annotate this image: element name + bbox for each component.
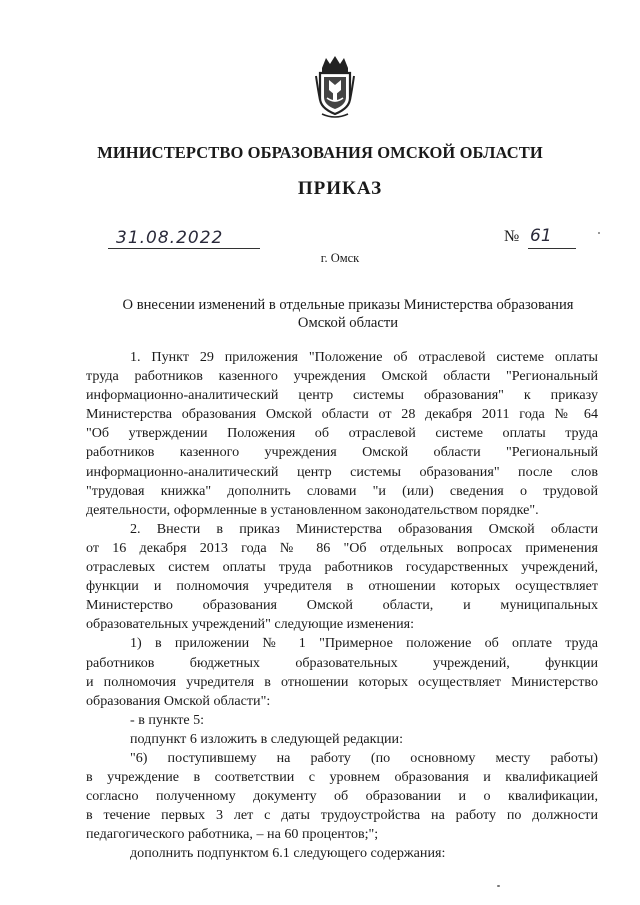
subject-title	[96, 296, 600, 332]
body-line: Министерство образования Омской области, и муниципальных	[86, 597, 598, 614]
coat-of-arms-icon	[314, 54, 356, 120]
number-sign: №	[504, 228, 520, 245]
document-type: ПРИКАЗ	[297, 178, 383, 199]
body-line: функции и полномочия учредителя в отношении которых осуществляет	[86, 578, 598, 595]
body-line: согласно полученному документу об образовании и о квалификации,	[86, 788, 598, 805]
body-line: "Об утверждении Положения об отраслевой системе оплаты труда	[86, 425, 598, 442]
body-line: педагогического работника, – на 60 процентов;";	[86, 826, 379, 843]
number-value: 61	[530, 226, 552, 246]
body-line: образования Омской области":	[86, 692, 271, 709]
body-line: "6) поступившему на работу (по основному месту работы)	[130, 749, 598, 766]
date-value: 31.08.2022	[116, 228, 224, 248]
body-line: работников бюджетных образовательных учреждений, функции	[86, 654, 598, 671]
document-body	[86, 348, 598, 864]
body-line: и полномочия учредителя в отношении которых осуществляет Министерство	[86, 673, 598, 690]
date-field	[108, 226, 260, 249]
body-line: труда работников казенного учреждения Омской области "Региональный	[86, 368, 598, 385]
scan-speck	[497, 885, 500, 887]
body-line: 1. Пункт 29 приложения "Положение об отраслевой системе оплаты	[130, 349, 598, 365]
subject-line: Омской области	[297, 315, 399, 331]
body-line: образовательных учреждений" следующие изменения:	[86, 616, 415, 633]
body-line: работников казенного учреждения Омской области "Региональный	[86, 444, 598, 461]
city: г. Омск	[320, 251, 360, 265]
body-line: от 16 декабря 2013 года № 86 "Об отдельных вопросах применения	[86, 539, 598, 556]
body-line: дополнить подпунктом 6.1 следующего содержания:	[130, 845, 446, 862]
subject-line: О внесении изменений в отдельные приказы Министерства образования	[122, 297, 574, 313]
body-line: Министерства образования Омской области от 28 декабря 2011 года № 64	[86, 406, 598, 423]
body-line: "трудовая книжка" дополнить словами "и (или) сведения о трудовой	[86, 482, 598, 499]
body-line: - в пункте 5:	[130, 711, 205, 728]
body-line: 1) в приложении № 1 "Примерное положение об оплате труда	[130, 635, 598, 652]
body-line: информационно-аналитический центр системы образования" после слов	[86, 463, 598, 480]
body-line: в учреждение в соответствии с уровнем образования и квалификацией	[86, 769, 598, 786]
body-line: 2. Внести в приказ Министерства образования Омской области	[130, 520, 598, 537]
number-field	[528, 226, 576, 249]
body-line: отраслевых систем оплаты труда работников государственных учреждений,	[86, 559, 598, 576]
body-line: в течение первых 3 лет с даты трудоустройства на работу по должности	[86, 807, 598, 824]
body-line: деятельности, оформленные в установленном законодательством порядке".	[86, 501, 539, 518]
body-line: информационно-аналитический центр системы образования" к приказу	[86, 387, 598, 404]
ministry-name: МИНИСТЕРСТВО ОБРАЗОВАНИЯ ОМСКОЙ ОБЛАСТИ	[97, 143, 543, 162]
scan-speck	[598, 232, 600, 234]
body-line: подпункт 6 изложить в следующей редакции:	[130, 730, 404, 747]
